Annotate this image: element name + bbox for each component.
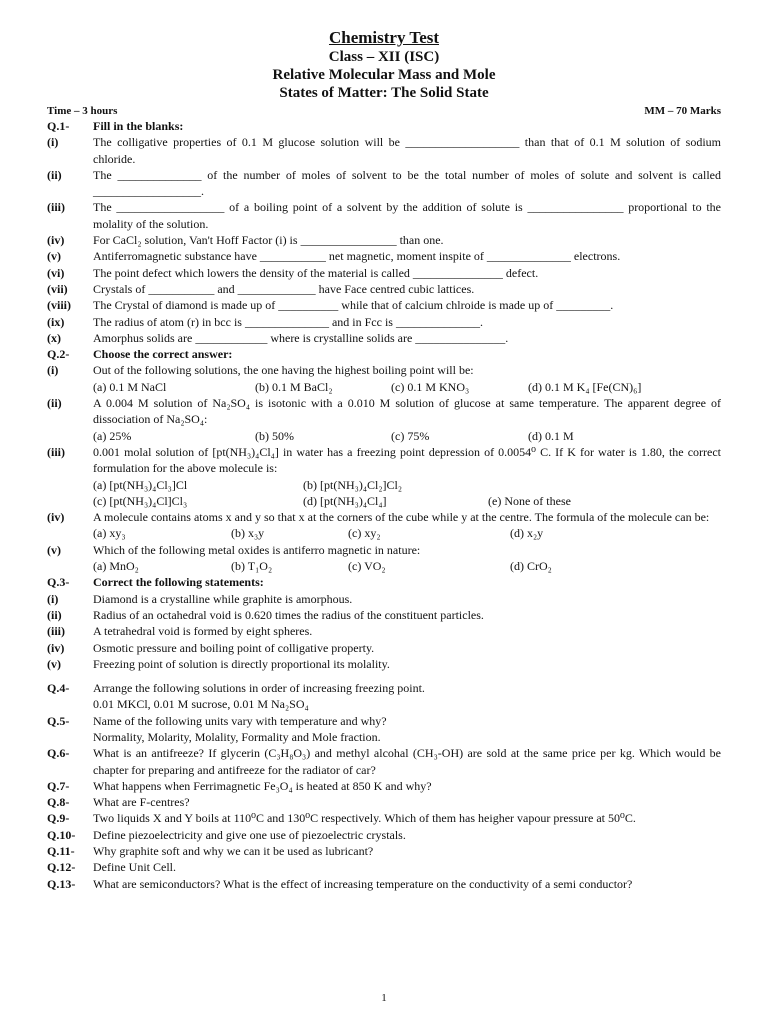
topic-title-1: Relative Molecular Mass and Mole <box>272 67 496 83</box>
question-7: Q.7- What happens when Ferrimagnetic Fe₃O₄ is heated at 850 K and why? <box>47 778 432 793</box>
question-5: Q.5- Name of the following units vary with temperature and why? Normality, Molarity, Molality, Formality and Mole fraction. <box>47 713 387 744</box>
topic-title-2: States of Matter: The Solid State <box>279 85 489 101</box>
q1-item: (ii) The ______________ of the number of moles of solvent to be the total number of moles of solute and solvent is called __________________. <box>47 167 721 199</box>
meta-line <box>47 104 721 118</box>
options: (c) [pt(NH₃)₄Cl]Cl₃ (d) [pt(NH₃)₄Cl₄] (e) None of these <box>93 493 571 508</box>
q3-item: (iv) Osmotic pressure and boiling point of colligative property. <box>47 640 375 655</box>
q1-item: (v) Antiferromagnetic substance have ___________ net magnetic, moment inspite of ______________ electrons. <box>47 249 621 264</box>
options: (a) 0.1 M NaCl (b) 0.1 M BaCl₂ (c) 0.1 M KNO₃ (d) 0.1 M K₄ [Fe(CN)₆] <box>93 379 642 394</box>
question-12: Q.12- Define Unit Cell. <box>47 860 176 875</box>
q2-item-ii: (ii) A 0.004 M solution of Na₂SO₄ is isotonic with a 0.010 M solution of glucose at same temperature. The apparent degree of dissociation of Na₂SO₄: (a) 25% (b) 50% (c) 75% (d) 0.1 M <box>47 396 721 443</box>
question-4: Q.4- Arrange the following solutions in order of increasing freezing point. 0.01 MKCl, 0.01 M sucrose, 0.01 M Na₂SO₄ <box>47 681 425 712</box>
marks-label: MM – 70 Marks <box>644 105 721 117</box>
options: (a) 25% (b) 50% (c) 75% (d) 0.1 M <box>93 428 574 443</box>
q1-heading: Q.1- Fill in the blanks: <box>47 119 184 133</box>
q2-item-v: (v) Which of the following metal oxides is antiferro magnetic in nature: (a) MnO₂ (b) T₁O₂ (c) VO₂ (d) CrO₂ <box>47 542 721 575</box>
q1-item: (vi) The point defect which lowers the density of the material is called _______________ defect. <box>47 265 539 280</box>
q3-item: (ii) Radius of an octahedral void is 0.620 times the radius of the constituent particles. <box>47 607 484 622</box>
q1-item: (viii) The Crystal of diamond is made up of __________ while that of calcium chlroide is made up of _________. <box>47 298 614 313</box>
options: (a) [pt(NH₃)₄Cl₃]Cl (b) [pt(NH₃)₄Cl₂]Cl₂ <box>93 477 403 492</box>
question-11: Q.11- Why graphite soft and why we can it be used as lubricant? <box>47 844 374 859</box>
q2-heading: Q.2- Choose the correct answer: <box>47 347 233 362</box>
spacer <box>47 672 721 680</box>
q1-item: (vii) Crystals of ___________ and _____________ have Face centred cubic lattices. <box>47 281 475 296</box>
q3-item: (i) Diamond is a crystalline while graphite is amorphous. <box>47 591 353 606</box>
question-13: Q.13- What are semiconductors? What is the effect of increasing temperature on the conductivity of a semi conductor? <box>47 876 633 891</box>
options: (a) MnO₂ (b) T₁O₂ (c) VO₂ (d) CrO₂ <box>93 559 552 574</box>
q1-item: (iii) The __________________ of a boiling point of a solvent by the addition of solute is ________________ proportional to the molality of the solution. <box>47 200 721 231</box>
time-label: Time – 3 hours <box>47 105 118 117</box>
q1-item: (x) Amorphus solids are ____________ where is crystalline solids are _______________. <box>47 330 509 345</box>
page-title: Chemistry Test <box>328 28 440 47</box>
q3-item: (v) Freezing point of solution is directly proportional its molality. <box>47 656 390 671</box>
options: (a) xy₃ (b) x₃y (c) xy₂ (d) x₂y <box>93 526 544 541</box>
q1-item: (i) The colligative properties of 0.1 M glucose solution will be ___________________ than that of 0.1 M solution of sodium chloride. <box>47 135 721 166</box>
q2-item-iv: (iv) A molecule contains atoms x and y so that x at the corners of the cube while y at the centre. The formula of the molecule can be: (a) xy₃ (b) x₃y (c) xy₂ (d) x₂y <box>47 509 721 542</box>
page-number: 1 <box>381 992 387 1004</box>
class-title: Class – XII (ISC) <box>328 49 440 65</box>
q3-heading: Q.3- Correct the following statements: <box>47 575 264 590</box>
question-8: Q.8- What are F-centres? <box>47 795 190 810</box>
q1-item: (iv) For CaCl₂ solution, Van't Hoff Factor (i) is ________________ than one. <box>47 233 444 248</box>
q3-item: (iii) A tetrahedral void is formed by eight spheres. <box>47 624 313 639</box>
q2-item-iii: (iii) 0.001 molal solution of [pt(NH₃)₄Cl₄] in water has a freezing point depression of 0.0054⁰ C. If K for water is 1.80, the correct formulation for the above molecule is: (a) [pt(NH₃)₄Cl₃]Cl (b) [pt(NH₃)₄Cl₂]Cl₂ (c) [pt(NH₃)₄Cl]Cl₃ (d) [pt(NH₃)₄Cl₄] (e) None of these <box>47 444 721 508</box>
q1-item: (ix) The radius of atom (r) in bcc is ______________ and in Fcc is ______________. <box>47 314 483 329</box>
q2-item-i: (i) Out of the following solutions, the one having the highest boiling point will be: (a) 0.1 M NaCl (b) 0.1 M BaCl₂ (c) 0.1 M KNO₃ (d) 0.1 M K₄ [Fe(CN)₆] <box>47 362 721 395</box>
question-6: Q.6- What is an antifreeze? If glycerin (C₃H₈O₃) and methyl alcohal (CH₃-OH) are sold at the same price per kg. Which would be chapter for preparing and antifreeze for the radiator of car? <box>47 746 721 777</box>
question-9: Q.9- Two liquids X and Y boils at 110⁰C and 130⁰C respectively. Which of them has heigher vapour pressure at 50⁰C. <box>47 811 636 826</box>
question-10: Q.10- Define piezoelectricity and give one use of piezoelectric crystals. <box>47 827 406 842</box>
